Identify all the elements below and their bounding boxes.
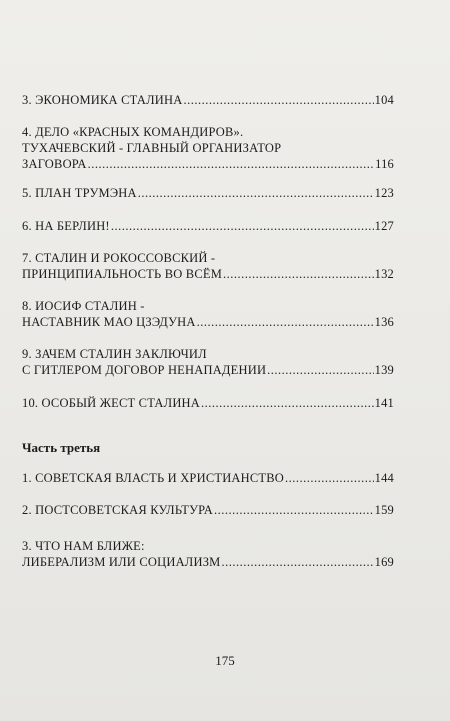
toc-entry-line: 7. СТАЛИН И РОКОССОВСКИЙ - bbox=[22, 251, 216, 265]
toc-entry bbox=[22, 395, 394, 411]
toc-entry-title: 5. ПЛАН ТРУМЭНА bbox=[22, 186, 137, 200]
leader-dots bbox=[111, 218, 374, 234]
leader-dots bbox=[285, 470, 374, 486]
toc-entry-title: НАСТАВНИК МАО ЦЗЭДУНА bbox=[22, 315, 196, 329]
toc-entry-title: 3. ЭКОНОМИКА СТАЛИНА bbox=[22, 93, 183, 107]
toc-entry-page: 169 bbox=[374, 555, 394, 569]
toc-entry-title: ЛИБЕРАЛИЗМ ИЛИ СОЦИАЛИЗМ bbox=[22, 555, 221, 569]
leader-dots bbox=[138, 185, 374, 201]
toc-entry-line: 3. ЧТО НАМ БЛИЖЕ: bbox=[22, 539, 145, 553]
toc-entry bbox=[22, 470, 394, 486]
toc-entry-page: 159 bbox=[374, 503, 394, 517]
leader-dots bbox=[222, 554, 374, 570]
toc-entry bbox=[22, 124, 394, 172]
toc-entry-page: 127 bbox=[374, 219, 394, 233]
toc-entry-title: ПРИНЦИПИАЛЬНОСТЬ ВО ВСЁМ bbox=[22, 267, 223, 281]
leader-dots bbox=[197, 314, 374, 330]
toc-entry bbox=[22, 502, 394, 518]
toc-entry-page: 104 bbox=[374, 93, 394, 107]
toc-entry bbox=[22, 346, 394, 378]
toc-entry-title: 6. НА БЕРЛИН! bbox=[22, 219, 110, 233]
toc-entry-page: 136 bbox=[374, 315, 394, 329]
toc-entry-title: 10. ОСОБЫЙ ЖЕСТ СТАЛИНА bbox=[22, 396, 200, 410]
toc-entry-page: 116 bbox=[375, 157, 394, 171]
section-title: Часть третья bbox=[22, 440, 101, 455]
toc-entry bbox=[22, 298, 394, 330]
leader-dots bbox=[183, 92, 373, 108]
toc-entry bbox=[22, 218, 394, 234]
toc-entry bbox=[22, 250, 394, 282]
toc-entry-page: 132 bbox=[374, 267, 394, 281]
leader-dots bbox=[267, 362, 373, 378]
toc-entry-line: 9. ЗАЧЕМ СТАЛИН ЗАКЛЮЧИЛ bbox=[22, 347, 207, 361]
toc-entry-page: 144 bbox=[374, 471, 394, 485]
toc-entry bbox=[22, 185, 394, 201]
toc-entry-title: С ГИТЛЕРОМ ДОГОВОР НЕНАПАДЕНИИ bbox=[22, 363, 267, 377]
toc-entry-title: 1. СОВЕТСКАЯ ВЛАСТЬ И ХРИСТИАНСТВО bbox=[22, 471, 285, 485]
page-number: 175 bbox=[215, 653, 235, 668]
toc-entry bbox=[22, 538, 394, 570]
toc-entry bbox=[22, 92, 394, 108]
leader-dots bbox=[88, 156, 375, 172]
toc-entry-line: 8. ИОСИФ СТАЛИН - bbox=[22, 299, 145, 313]
toc-entry-line: ТУХАЧЕВСКИЙ - ГЛАВНЫЙ ОРГАНИЗАТОР bbox=[22, 141, 282, 155]
leader-dots bbox=[201, 395, 374, 411]
toc-entry-line: 4. ДЕЛО «КРАСНЫХ КОМАНДИРОВ». bbox=[22, 125, 244, 139]
toc-entry-page: 123 bbox=[374, 186, 394, 200]
leader-dots bbox=[214, 502, 374, 518]
toc-entry-title: 2. ПОСТСОВЕТСКАЯ КУЛЬТУРА bbox=[22, 503, 213, 517]
toc-entry-page: 141 bbox=[374, 396, 394, 410]
toc-entry-title: ЗАГОВОРА bbox=[22, 157, 87, 171]
toc-entry-page: 139 bbox=[374, 363, 394, 377]
leader-dots bbox=[223, 266, 374, 282]
